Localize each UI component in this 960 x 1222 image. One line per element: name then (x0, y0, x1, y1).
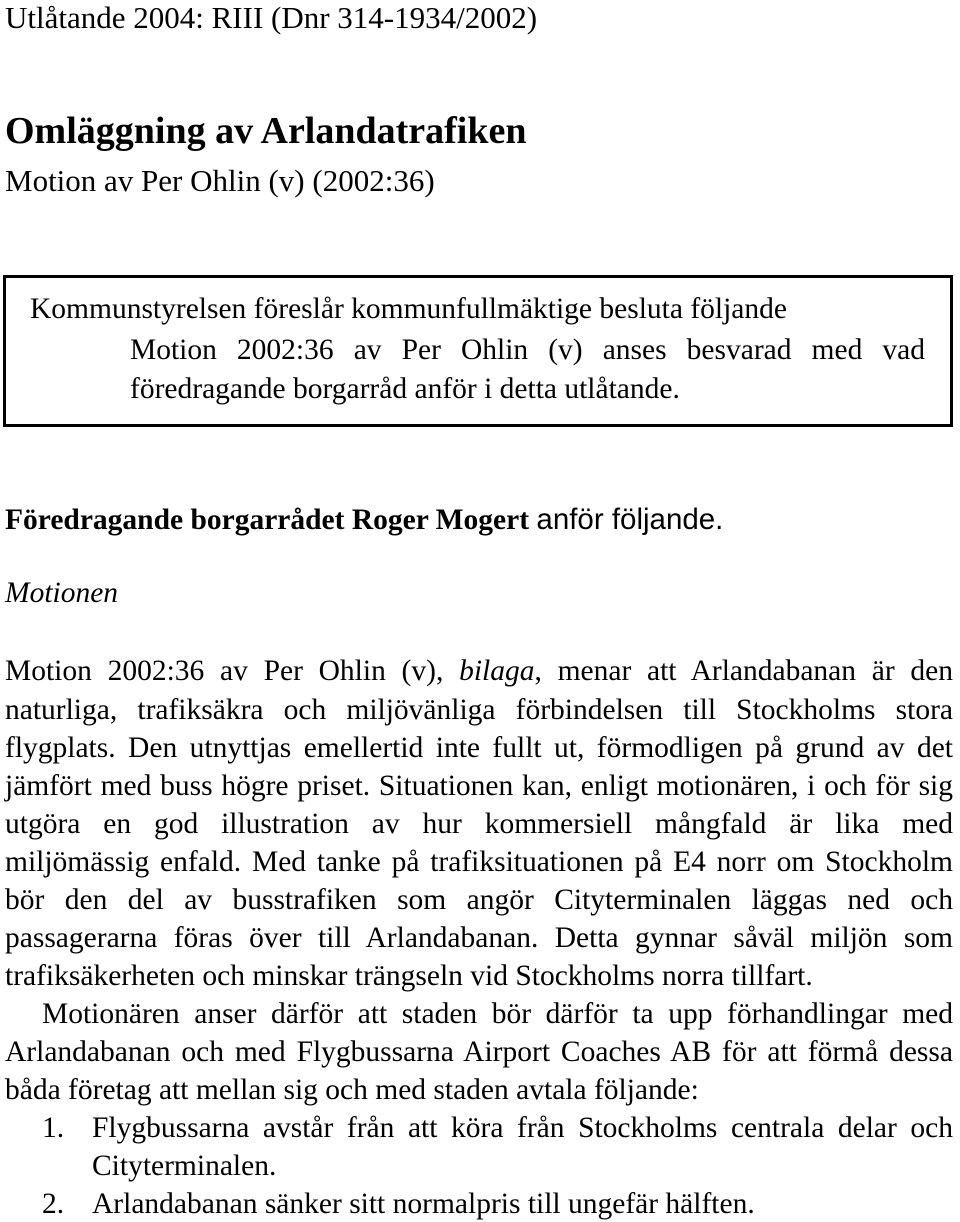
list-item-text: Arlandabanan sänker sitt normalpris till ungefär hälften. (92, 1188, 755, 1220)
body-line: utgöra en god illustration av hur kommersiell mångfald är lika med (5, 808, 953, 840)
document-reference: Utlåtande 2004: RIII (Dnr 314-1934/2002) (5, 0, 538, 35)
body-line: bör den del av busstrafiken som angör Cityterminalen läggas ned och (5, 884, 953, 916)
proposal-line: Motion 2002:36 av Per Ohlin (v) anses besvarad med vad (130, 334, 925, 366)
body-line: Arlandabanan och med Flygbussarna Airport Coaches AB för att förmå dessa (5, 1036, 953, 1068)
proposal-box (3, 275, 953, 427)
body-line: Motionären anser därför att staden bör därför ta upp förhandlingar med (42, 998, 953, 1030)
body-line: flygplats. Den utnyttjas emellertid inte fullt ut, förmodligen på grund av det (5, 732, 953, 764)
proposal-intro: Kommunstyrelsen föreslår kommunfullmäktige besluta följande (30, 293, 787, 325)
presenter-name: Föredragande borgarrådet Roger Mogert (5, 504, 530, 536)
list-number: 2. (42, 1188, 65, 1220)
section-heading: Motionen (5, 577, 119, 609)
body-line (5, 654, 953, 688)
body-line: passagerarna föras över till Arlandabanan. Detta gynnar såväl miljön som (5, 922, 953, 954)
list-number: 1. (42, 1112, 65, 1144)
proposal-line: föredragande borgarråd anför i detta utlåtande. (130, 373, 680, 405)
body-text: , menar att Arlandabanan är den (534, 655, 953, 687)
document-title: Omläggning av Arlandatrafiken (5, 110, 527, 152)
presenter-line (5, 503, 723, 537)
presenter-text: anför följande. (536, 503, 724, 536)
body-line: trafiksäkerheten och minskar trängseln vid Stockholms norra tillfart. (5, 960, 813, 992)
body-line: båda företag att mellan sig och med staden avtala följande: (5, 1074, 699, 1106)
body-line: miljömässig enfald. Med tanke på trafiksituationen på E4 norr om Stockholm (5, 846, 953, 878)
body-line: naturliga, trafiksäkra och miljövänliga förbindelsen till Stockholms stora (5, 694, 953, 726)
body-text: Motion 2002:36 av Per Ohlin (v), (5, 655, 444, 687)
list-item-text: Flygbussarna avstår från att köra från Stockholms centrala delar och (92, 1112, 953, 1144)
body-line: jämfört med buss högre priset. Situationen kan, enligt motionären, i och för sig (5, 770, 953, 802)
document-subtitle: Motion av Per Ohlin (v) (2002:36) (5, 163, 435, 198)
list-item-text: Cityterminalen. (92, 1150, 277, 1182)
attachment-reference: bilaga (459, 655, 535, 687)
